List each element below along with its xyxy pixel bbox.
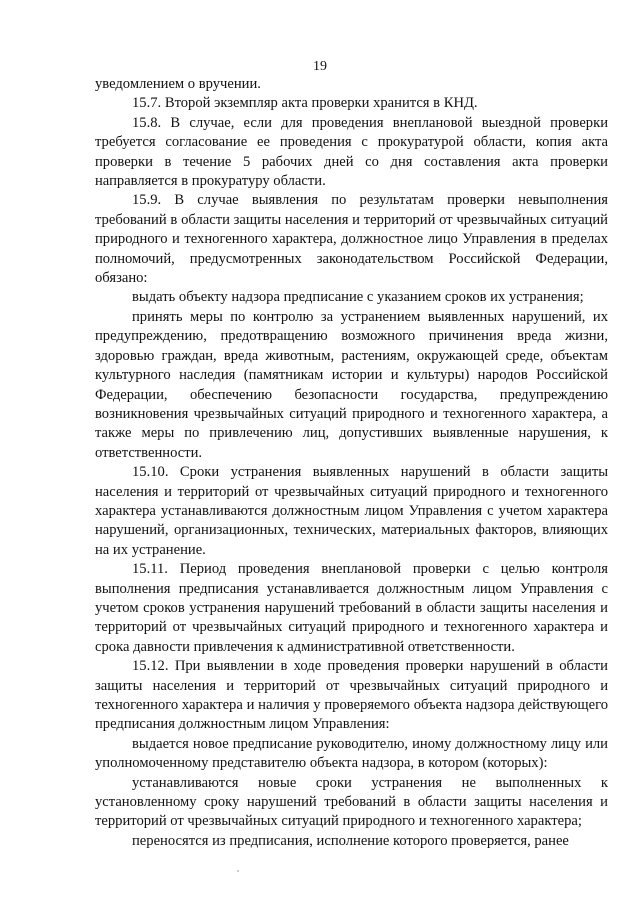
paragraph-15-12-subitem-2: переносятся из предписания, исполнение которого проверяется, ранее bbox=[132, 832, 569, 849]
paragraph-15-9-item-1: выдать объекту надзора предписание с указанием сроков их устранения; bbox=[132, 289, 584, 306]
paragraph-15-12: 15.12. При выявлении в ходе проведения проверки нарушений в области защиты населения и территорий от чрезвычайных ситуаций природного и техногенного характера и наличия у проверяемого объекта надзора действующего предписания должностным лицом Управления: bbox=[95, 658, 608, 733]
paragraph-15-9-item-2: принять меры по контролю за устранением выявленных нарушений, их предупреждению, предотвращению возможного причинения вреда жизни, здоровью граждан, вреда животным, растениям, окружающей среде, объектам культурного наследия (памятникам истории и культуры) народов Российской Федерации, обеспечению безопасности государства, предупреждению возникновения чрезвычайных ситуаций природного и техногенного характера, а также меры по привлечению лиц, допустивших выявленные нарушения, к ответственности. bbox=[95, 308, 608, 461]
paragraph-15-10: 15.10. Сроки устранения выявленных нарушений в области защиты населения и территорий от чрезвычайных ситуаций природного и техногенного характера устанавливаются должностным лицом Управления с учетом характера нарушений, организационных, технических, материальных факторов, влияющих на их устранение. bbox=[95, 464, 608, 558]
paragraph-15-12-item-1: выдается новое предписание руководителю, иному должностному лицу или уполномоченному представителю объекта надзора, в котором (которых): bbox=[95, 735, 608, 772]
paragraph-15-8: 15.8. В случае, если для проведения внеплановой выездной проверки требуется согласование ее проведения с прокуратурой области, копия акта проверки в течение 5 рабочих дней со дня составления акта проверки направляется в прокуратуру области. bbox=[95, 114, 608, 190]
paragraph-15-7: 15.7. Второй экземпляр акта проверки хранится в КНД. bbox=[132, 95, 478, 112]
scan-speck bbox=[237, 870, 239, 872]
paragraph-15-11: 15.11. Период проведения внеплановой проверки с целью контроля выполнения предписания устанавливается должностным лицом Управления с учетом сроков устранения нарушений требований в области защиты населения и территорий от чрезвычайных ситуаций природного и техногенного характера и срока давности привлечения к административной ответственности. bbox=[95, 561, 608, 655]
paragraph-continuation: уведомлением о вручении. bbox=[95, 76, 261, 92]
document-body bbox=[95, 75, 608, 851]
page-number: 19 bbox=[313, 59, 327, 74]
paragraph-15-9: 15.9. В случае выявления по результатам проверки невыполнения требований в области защиты населения и территорий от чрезвычайных ситуаций природного и техногенного характера, должностное лицо Управления в пределах полномочий, предусмотренных законодательством Российской Федерации, обязано: bbox=[95, 192, 608, 287]
paragraph-15-12-subitem-1: устанавливаются новые сроки устранения не выполненных к установленному сроку нарушений требований в области защиты населения и территорий от чрезвычайных ситуаций природного и техногенного характера; bbox=[95, 774, 608, 830]
